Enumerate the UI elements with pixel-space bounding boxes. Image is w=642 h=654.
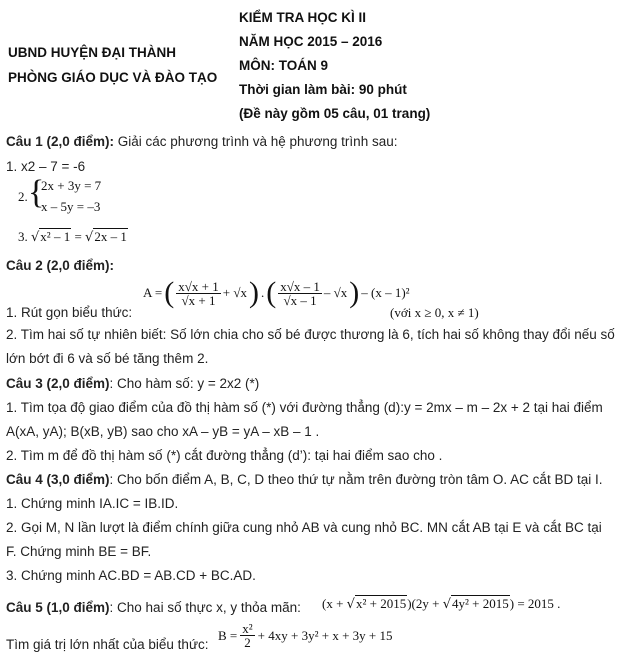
q1-item2-number: 2.: [18, 189, 28, 204]
q4-heading: [6, 472, 602, 487]
q1-title: Câu 1 (2,0 điểm):: [6, 134, 115, 149]
q5-intro: : Cho hai số thực x, y thỏa mãn:: [109, 600, 301, 615]
q3-item1-line1: 1. Tìm tọa độ giao điểm của đồ thị hàm số (*) với đường thẳng (d):y = 2mx – m – 2x + 2 tại hai điểm: [6, 400, 603, 415]
q5-find: Tìm giá trị lớn nhất của biểu thức:: [6, 637, 209, 652]
q4-item2-line1: 2. Gọi M, N lần lượt là điểm chính giữa cung nhỏ AB và cung nhỏ BC. MN cắt AB tại E và cắt BC tại: [6, 520, 602, 535]
q2-f1-plus: + √x: [222, 285, 247, 300]
q1-intro: Giải các phương trình và hệ phương trình sau:: [114, 134, 398, 149]
q5-title: Câu 5 (1,0 điểm): [6, 600, 110, 615]
q5-heading: [6, 600, 301, 615]
q2-item2-line2: lớn bớt đi 6 và số bé tăng thêm 2.: [6, 351, 209, 366]
q2-formula-A: A = ( $\frac{x√x + 1}{√x + 1}$ + √x ) . ( $\frac{x√x - 1}{√x - 1}$ – √x ) – (x – 1)²: [143, 276, 410, 309]
header-right-line5: (Đề này gồm 05 câu, 01 trang): [239, 106, 431, 121]
q2-title: Câu 2 (2,0 điểm):: [6, 258, 115, 273]
q1-item3-lhs: x² – 1: [40, 229, 71, 244]
sqrt-icon: √: [31, 230, 40, 245]
q5-formula-B: [218, 622, 392, 649]
q3-intro: : Cho hàm số: y = 2x2 (*): [109, 376, 260, 391]
q2-fraction-2: $\frac{x√x - 1}{√x - 1}$: [280, 278, 320, 308]
q2-item2-line1: 2. Tìm hai số tự nhiên biết: Số lớn chia cho số bé được thương là 6, tích hai số không thay đổi nếu số: [6, 327, 615, 342]
header-right-line1: KIỂM TRA HỌC KÌ II: [239, 10, 366, 25]
q2-condition: (với x ≥ 0, x ≠ 1): [390, 305, 479, 320]
q3-item2: 2. Tìm m để đồ thị hàm số (*) cắt đường thẳng (d’): tại hai điểm sao cho .: [6, 448, 443, 463]
q1-item3-rhs: 2x – 1: [94, 229, 127, 244]
header-left-line1: UBND HUYỆN ĐẠI THÀNH: [8, 45, 176, 60]
q3-item1-line2: A(xA, yA); B(xB, yB) sao cho xA – yB = yA – xB – 1 .: [6, 424, 320, 439]
q2-A-label: A =: [143, 285, 163, 300]
q3-title: Câu 3 (2,0 điểm): [6, 376, 110, 391]
q2-item1: 1. Rút gọn biểu thức:: [6, 305, 133, 320]
header-left-line2: PHÒNG GIÁO DỤC VÀ ĐÀO TẠO: [8, 70, 218, 85]
q1-item3-equals: =: [74, 229, 82, 244]
q4-item3: 3. Chứng minh AC.BD = AB.CD + BC.AD.: [6, 568, 256, 583]
q5-condition: (x + √x² + 2015)(2y + √4y² + 2015) = 2015 .: [322, 596, 561, 612]
q2-f2-minus: – √x: [323, 285, 348, 300]
q1-heading: [6, 134, 397, 149]
q3-heading: [6, 376, 259, 391]
q1-item3-number: 3.: [18, 229, 28, 244]
header-right-line3: MÔN: TOÁN 9: [239, 58, 329, 73]
q4-item1: 1. Chứng minh IA.IC = IB.ID.: [6, 496, 179, 511]
system-brace-icon: {: [28, 174, 45, 211]
q1-system-eq1: 2x + 3y = 7: [41, 178, 102, 193]
q5-B-label: B =: [218, 627, 238, 643]
q4-title: Câu 4 (3,0 điểm): [6, 472, 110, 487]
sqrt-icon: √: [442, 597, 451, 612]
q4-item2-line2: F. Chứng minh BE = BF.: [6, 544, 152, 559]
header-right-line4: Thời gian làm bài: 90 phút: [239, 82, 407, 97]
header-right-line2: NĂM HỌC 2015 – 2016: [239, 34, 383, 49]
q2-fraction-1: $\frac{x√x + 1}{√x + 1}$: [178, 278, 219, 308]
q4-intro: : Cho bốn điểm A, B, C, D theo thứ tự nằm trên đường tròn tâm O. AC cắt BD tại I.: [109, 472, 603, 487]
q5-cond-rad2: 4y² + 2015: [452, 596, 509, 611]
q1-system-eq2: x – 5y = –3: [41, 199, 101, 214]
q1-item1: 1. x2 – 7 = -6: [6, 159, 86, 174]
q5-cond-rad1: x² + 2015: [355, 596, 407, 611]
q2-tail: – (x – 1)²: [361, 285, 410, 300]
q5-B-fraction: $\frac{\text{x²}}{2}$: [242, 621, 253, 650]
q1-item3: [18, 229, 128, 245]
sqrt-icon: √: [85, 230, 94, 245]
sqrt-icon: √: [346, 597, 355, 612]
q5-B-rest: + 4xy + 3y² + x + 3y + 15: [257, 627, 393, 643]
